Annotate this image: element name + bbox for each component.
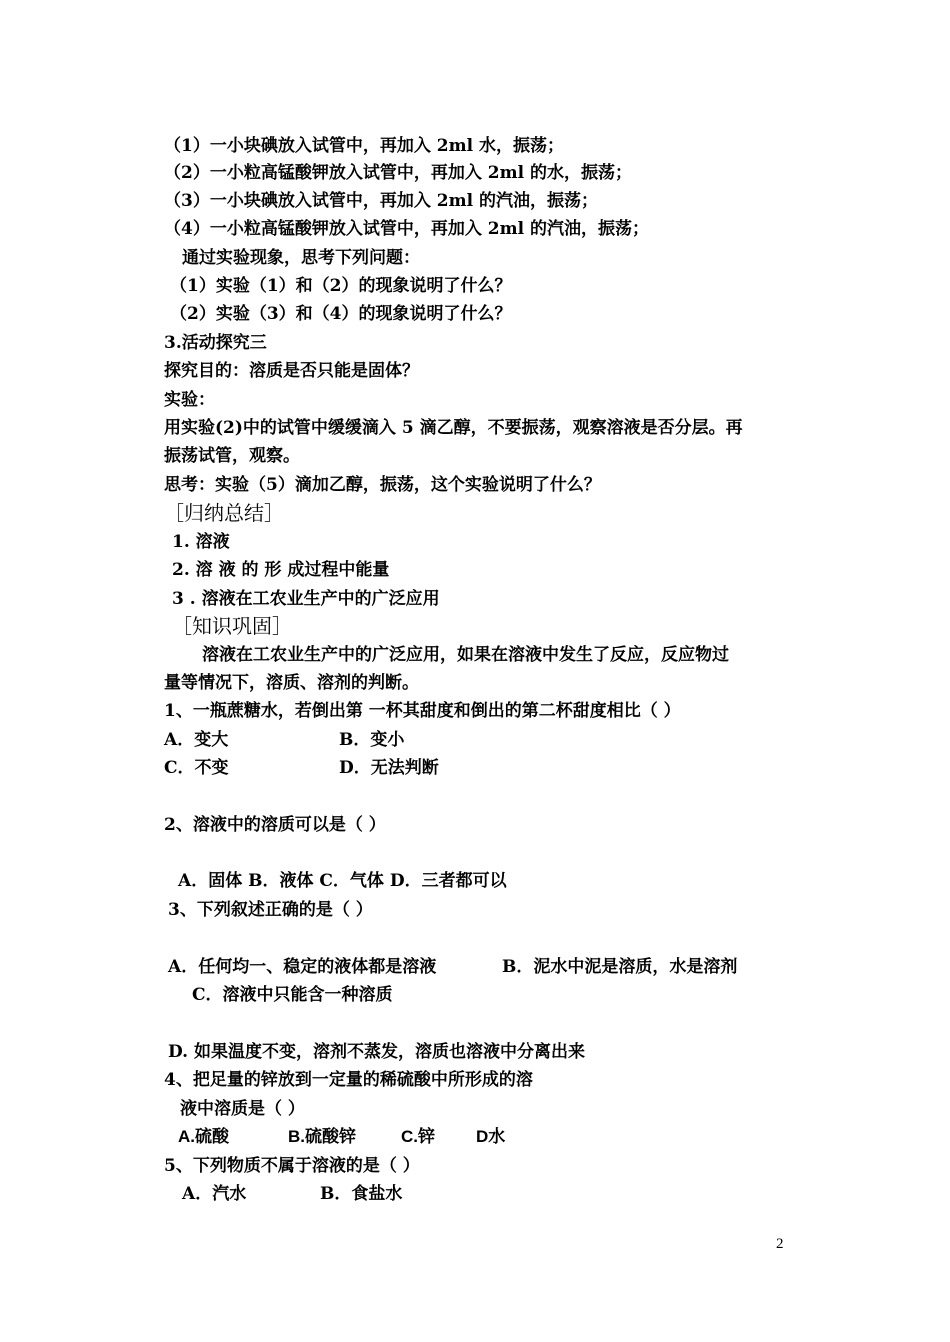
exercise-1: 1、一瓶蔗糖水，若倒出第 一杯其甜度和倒出的第二杯甜度相比（ ）: [164, 701, 681, 721]
experiment-step-1: （1）一小块碘放入试管中，再加入 2ml 水，振荡；: [164, 136, 564, 156]
experiment-desc-line1: 用实验(2)中的试管中缓缓滴入 5 滴乙醇，不要振荡，观察溶液是否分层。再: [164, 418, 743, 438]
exercise-4-option-d: D水: [476, 1127, 506, 1146]
exercise-3: 3、下列叙述正确的是（ ）: [168, 900, 373, 920]
exercise-4-option-a: A.硫酸: [178, 1127, 229, 1146]
exercise-3-option-a: A．任何均一、稳定的液体都是溶液: [168, 957, 437, 977]
experiment-step-4: （4）一小粒高锰酸钾放入试管中，再加入 2ml 的汽油，振荡；: [164, 219, 649, 239]
exercise-2: 2、溶液中的溶质可以是（ ）: [164, 815, 386, 835]
consolidation-line2: 量等情况下，溶质、溶剂的判断。: [164, 673, 419, 693]
section-summary: ［归纳总结］: [164, 501, 284, 525]
exercise-1-option-b: B．变小: [339, 730, 405, 750]
exercise-1-option-d: D．无法判断: [339, 758, 439, 778]
experiment-step-3: （3）一小块碘放入试管中，再加入 2ml 的汽油，振荡；: [164, 191, 598, 211]
consolidation-line1: 溶液在工农业生产中的广泛应用，如果在溶液中发生了反应，反应物过: [202, 645, 729, 665]
exercise-5-option-a: A．汽水: [182, 1184, 247, 1204]
exercise-2-options: A．固体 B．液体 C．气体 D．三者都可以: [178, 871, 507, 891]
experiment-label: 实验：: [164, 390, 215, 410]
exercise-4-option-c: C.锌: [401, 1127, 435, 1146]
think-intro: 通过实验现象，思考下列问题：: [182, 248, 420, 268]
exercise-5: 5、下列物质不属于溶液的是（ ）: [164, 1156, 420, 1176]
experiment-desc-line2: 振荡试管，观察。: [164, 446, 300, 466]
exercise-4-line1: 4、把足量的锌放到一定量的稀硫酸中所形成的溶: [164, 1070, 533, 1090]
exercise-5-option-b: B．食盐水: [320, 1184, 403, 1204]
summary-item-3: 3 . 溶液在工农业生产中的广泛应用: [172, 589, 440, 609]
exercise-1-option-c: C．不变: [164, 758, 229, 778]
exercise-1-option-a: A．变大: [164, 730, 229, 750]
question-2: （2）实验（3）和（4）的现象说明了什么？: [170, 304, 512, 324]
experiment-step-2: （2）一小粒高锰酸钾放入试管中，再加入 2ml 的水，振荡；: [164, 163, 632, 183]
exercise-3-option-d: D. 如果温度不变，溶剂不蒸发，溶质也溶液中分离出来: [168, 1042, 585, 1062]
think-question: 思考：实验（5）滴加乙醇，振荡，这个实验说明了什么？: [164, 475, 601, 495]
exercise-3-option-b: B．泥水中泥是溶质，水是溶剂: [502, 957, 738, 977]
exercise-4-line2: 液中溶质是（ ）: [180, 1099, 305, 1119]
activity-title: 3.活动探究三: [164, 333, 267, 353]
page-number: 2: [776, 1236, 784, 1252]
summary-item-2: 2. 溶 液 的 形 成过程中能量: [172, 560, 390, 580]
exercise-3-option-c: C．溶液中只能含一种溶质: [192, 985, 393, 1005]
question-1: （1）实验（1）和（2）的现象说明了什么？: [170, 276, 512, 296]
summary-item-1: 1. 溶液: [172, 532, 230, 552]
purpose: 探究目的：溶质是否只能是固体？: [164, 361, 419, 381]
section-consolidation: ［知识巩固］: [172, 614, 292, 638]
exercise-4-option-b: B.硫酸锌: [288, 1127, 356, 1146]
